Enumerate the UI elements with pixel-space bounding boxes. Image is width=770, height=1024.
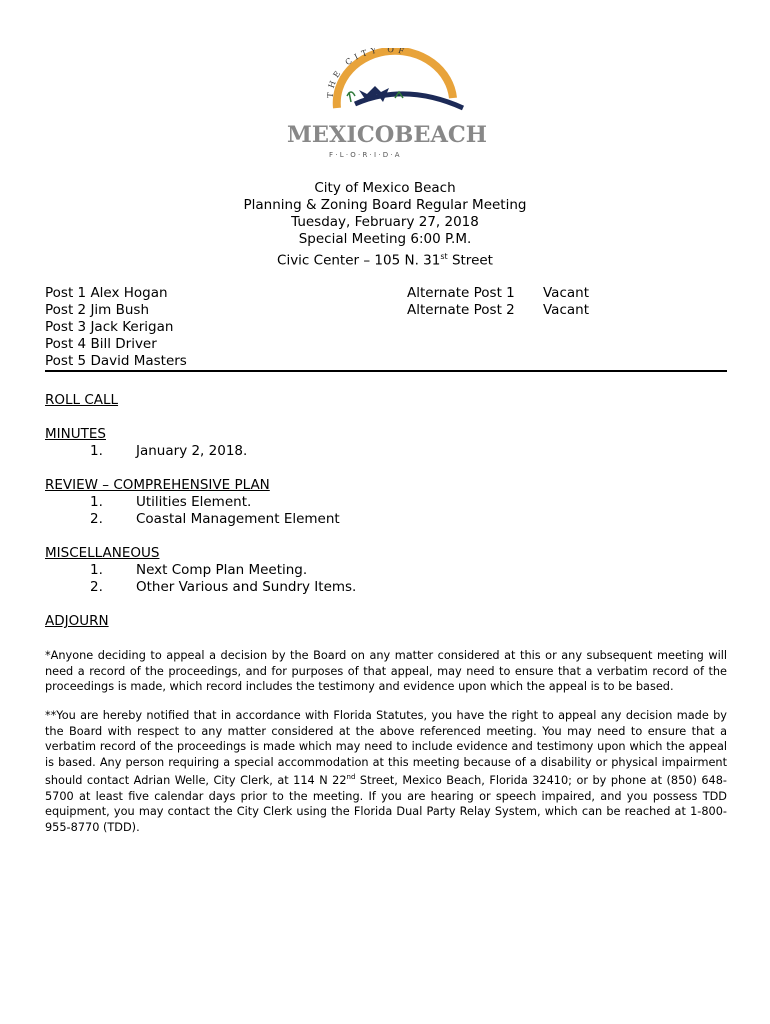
alternate-members [407,285,607,319]
post-4: Post 4 Bill Driver [45,336,157,352]
post-2: Post 2 Jim Bush [45,302,150,318]
alternate-post-2: Alternate Post 2 Vacant [407,302,590,318]
logo-state: F · L · O · R · I · D · A [329,151,400,159]
header-city: City of Mexico Beach [314,180,456,196]
city-logo [285,48,489,160]
post-3: Post 3 Jack Kerigan [45,319,174,335]
misc-item-2: 2. Other Various and Sundry Items. [90,579,357,595]
accommodation-notice: **You are hereby notified that in accordance with Florida Statutes, you have the right to appeal any decision made by the Board with respect to any matter considered at the above referenced meeting. You may need to ensure that a verbatim record of the proceedings is made which may need to include evidence and testimony upon which the appeal is based. Any person requiring a special accommodation at this meeting because of a disability or physical impairment should contact Adrian Welle, City Clerk, at 114 N 22nd Street, Mexico Beach, Florida 32410; or by phone at (850) 648-5700 at least five calendar days prior to the meeting. If you are hearing or speech impaired, and you possess TDD equipment, you may contact the City Clerk using the Florida Dual Party Relay System, which can be reached at 1-800-955-8770 (TDD). [45,709,728,834]
divider [45,370,727,372]
header-board: Planning & Zoning Board Regular Meeting [243,197,527,213]
board-members [45,285,187,370]
post-5: Post 5 David Masters [45,353,187,369]
misc-heading: MISCELLANEOUS [45,545,160,561]
adjourn-heading: ADJOURN [45,613,109,629]
logo-arc-text: THE CITY OF [325,48,409,99]
agenda [45,392,727,630]
header-date: Tuesday, February 27, 2018 [291,214,479,230]
roll-call-heading: ROLL CALL [45,392,119,408]
svg-text:MEXICOBEACH [287,122,487,148]
alternate-post-1: Alternate Post 1 Vacant [407,285,590,301]
appeal-notice: *Anyone deciding to appeal a decision by the Board on any matter considered at this or any subsequent meeting will need a record of the proceedings, and for purposes of that appeal, may need to ensure that a verbatim record of the proceedings is made, which record includes the testimony and evidence upon which the appeal is to be based. [45,649,727,694]
header-location: Civic Center – 105 N. 31st Street [277,252,493,269]
minutes-item-1: 1. January 2, 2018. [90,443,248,459]
logo-name-mexico: MEXICO [287,122,393,148]
post-1: Post 1 Alex Hogan [45,285,168,301]
review-item-2: 2. Coastal Management Element [90,511,340,527]
meeting-header [0,180,770,270]
header-time: Special Meeting 6:00 P.M. [298,231,472,247]
minutes-heading: MINUTES [45,426,106,442]
review-item-1: 1. Utilities Element. [90,494,252,510]
review-heading: REVIEW – COMPREHENSIVE PLAN [45,477,270,493]
logo-name-beach: BEACH [394,122,486,148]
misc-item-1: 1. Next Comp Plan Meeting. [90,562,308,578]
